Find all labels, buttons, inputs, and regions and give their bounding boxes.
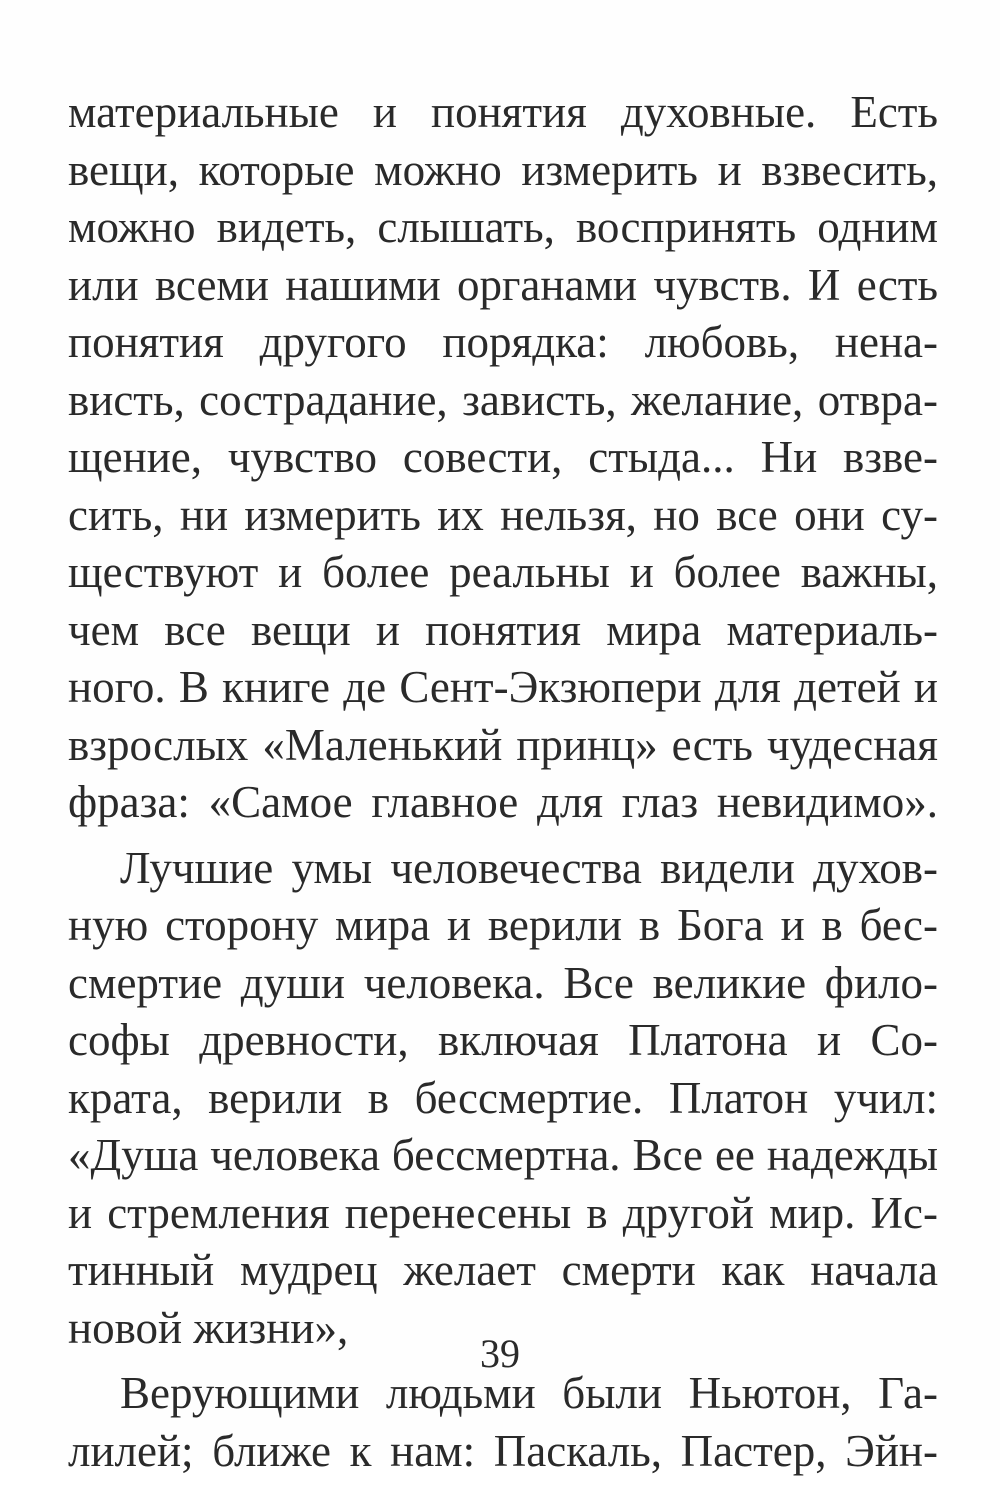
text-line: и стремления перенесены в другой мир. Ис- [68,1187,938,1238]
text-line: висть, сострадание, зависть, желание, отвра- [68,374,938,425]
text-line: крата, верили в бессмертие. Платон учил: [68,1072,938,1123]
text-line: понятия другого порядка: любовь, нена- [68,317,938,367]
text-line: софы древности, включая Платона и Со- [68,1015,938,1065]
text-line: ную сторону мира и верили в Бога и в бес- [68,900,938,950]
text-line: Лучшие умы человечества видели духов- [120,842,938,893]
text-line: фраза: «Самое главное для глаз невидимо». [68,777,938,827]
text-line: или всеми нашими органами чувств. И есть [68,259,938,310]
paragraph-3 [68,1365,938,1480]
paragraph-2 [68,840,938,1358]
text-line: «Душа человека бессмертна. Все ее надежды [68,1130,938,1180]
text-line: ществуют и более реальны и более важны, [68,547,938,597]
text-line: лилей; ближе к нам: Паскаль, Пастер, Эйн- [68,1425,938,1476]
text-line: взрослых «Маленький принц» есть чудесная [68,719,938,770]
text-line: ного. В книге де Сент-Экзюпери для детей и [68,662,938,712]
text-line: сить, ни измерить их нельзя, но все они су- [68,489,938,540]
text-line: новой жизни», [68,1302,349,1353]
text-line: щение, чувство совести, стыда... Ни взве- [68,432,938,482]
text-line: Верующими людьми были Ньютон, Га- [120,1368,938,1418]
text-line: чем все вещи и понятия мира материаль- [68,604,938,655]
paragraph-1 [68,84,938,832]
text-line: тинный мудрец желает смерти как начала [68,1245,938,1295]
text-line: вещи, которые можно измерить и взвесить, [68,144,938,195]
page-number: 39 [480,1331,520,1376]
body-text [68,84,938,1488]
text-line: можно видеть, слышать, воспринять одним [68,202,938,252]
text-line: материальные и понятия духовные. Есть [68,87,938,137]
text-line: смертие души человека. Все великие фило- [68,957,938,1008]
